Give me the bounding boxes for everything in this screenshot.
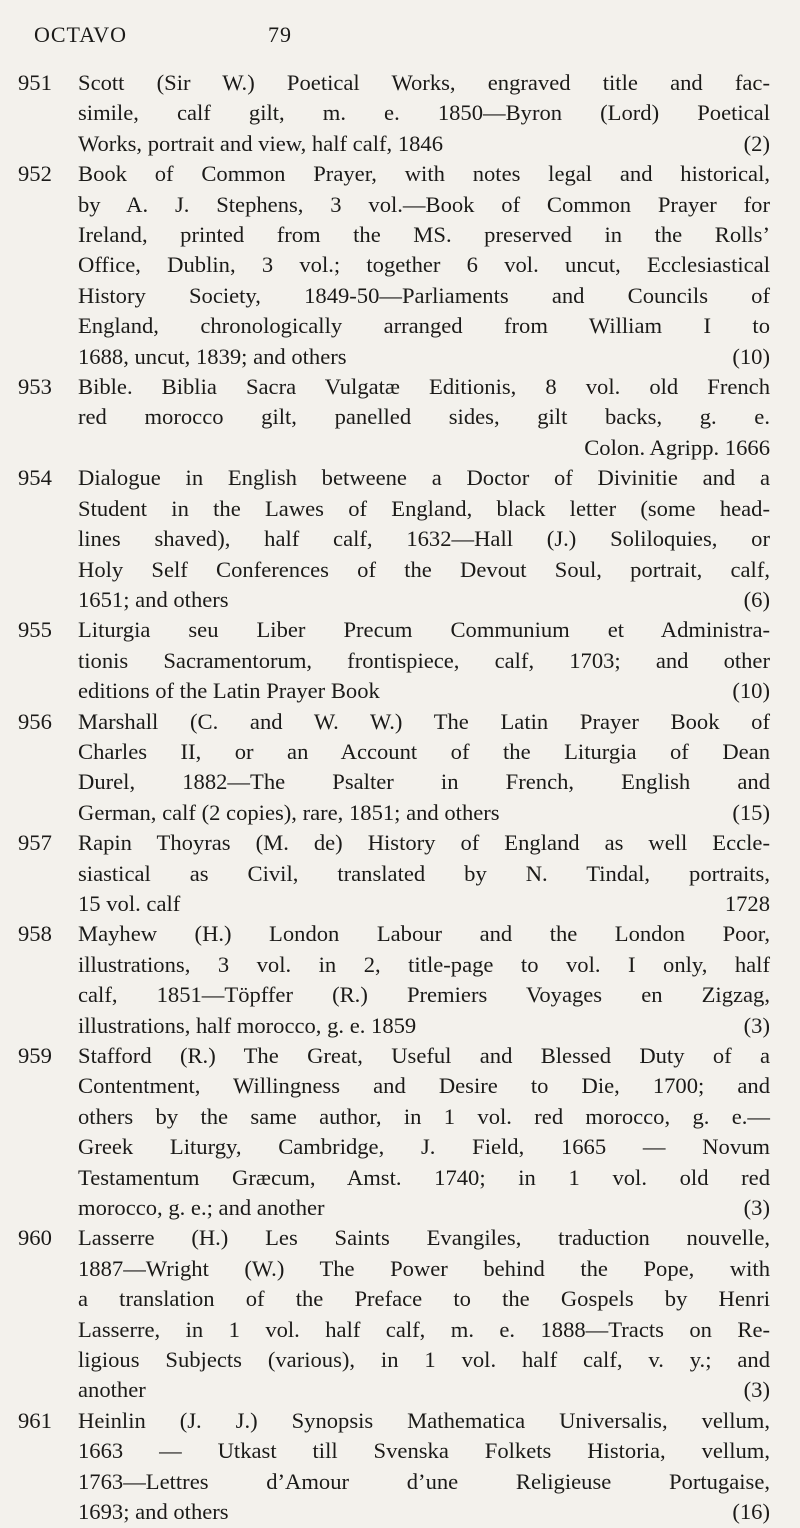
entry-text: 1693; and others	[78, 1499, 229, 1525]
entry-line	[78, 1315, 770, 1345]
catalogue-entries	[18, 68, 770, 1528]
entry-line	[78, 1041, 770, 1071]
entry-line	[78, 980, 770, 1010]
entry-line	[78, 646, 770, 676]
catalogue-entry	[18, 828, 770, 919]
entry-line	[78, 1375, 770, 1405]
lot-count: (3)	[743, 1195, 770, 1221]
lot-number: 957	[18, 830, 52, 856]
entry-line	[78, 342, 770, 372]
entry-line	[78, 1284, 770, 1314]
catalogue-entry	[18, 159, 770, 372]
entry-line	[78, 281, 770, 311]
entry-text: Contentment, Willingness and Desire to Die, 1700; and	[78, 1073, 770, 1099]
catalogue-entry	[18, 68, 770, 159]
entry-text: editions of the Latin Prayer Book	[78, 678, 380, 704]
catalogue-entry	[18, 615, 770, 706]
lot-count: (3)	[743, 1012, 770, 1038]
entry-text: Student in the Lawes of England, black letter (some head-	[78, 495, 770, 521]
entry-text: simile, calf gilt, m. e. 1850—Byron (Lord) Poetical	[78, 100, 770, 126]
entry-line	[78, 1497, 770, 1527]
entry-line	[78, 1406, 770, 1436]
entry-line	[78, 1163, 770, 1193]
entry-line	[78, 859, 770, 889]
entry-line	[78, 919, 770, 949]
entry-line	[78, 98, 770, 128]
lot-count: (2)	[743, 130, 770, 156]
running-head	[34, 22, 764, 52]
entry-line	[78, 1193, 770, 1223]
lot-count: 1728	[724, 890, 770, 916]
entry-line	[78, 585, 770, 615]
entry-line	[78, 494, 770, 524]
lot-number: 958	[18, 921, 52, 947]
entry-line	[78, 463, 770, 493]
entry-text: Testamentum Græcum, Amst. 1740; in 1 vol. old red	[78, 1164, 770, 1190]
lot-count: (6)	[743, 586, 770, 612]
entry-text: ligious Subjects (various), in 1 vol. half calf, v. y.; and	[78, 1347, 770, 1373]
entry-text: a translation of the Preface to the Gospels by Henri	[78, 1286, 770, 1312]
entry-text: Colon. Agripp. 1666	[584, 434, 770, 460]
lot-number: 961	[18, 1407, 52, 1433]
lot-number: 951	[18, 70, 52, 95]
lot-number: 960	[18, 1225, 52, 1251]
lot-count: (10)	[732, 343, 770, 369]
entry-line	[78, 68, 770, 98]
entry-text: lines shaved), half calf, 1632—Hall (J.) Soliloquies, or	[78, 526, 770, 552]
entry-line	[78, 615, 770, 645]
catalogue-entry	[18, 919, 770, 1041]
entry-line	[78, 190, 770, 220]
lot-number: 954	[18, 465, 52, 491]
entry-line	[78, 250, 770, 280]
entry-text: Heinlin (J. J.) Synopsis Mathematica Universalis, vellum,	[78, 1407, 770, 1433]
entry-line	[78, 555, 770, 585]
lot-count: (15)	[732, 799, 770, 825]
entry-text: Book of Common Prayer, with notes legal and historical,	[78, 161, 770, 187]
entry-line	[78, 402, 770, 432]
entry-line	[78, 1467, 770, 1497]
lot-count: (16)	[732, 1499, 770, 1525]
entry-text: Works, portrait and view, half calf, 1846	[78, 130, 444, 156]
lot-number: 955	[18, 617, 52, 643]
entry-text: Bible. Biblia Sacra Vulgatæ Editionis, 8 vol. old French	[78, 374, 770, 400]
entry-line	[78, 129, 770, 159]
entry-text: Mayhew (H.) London Labour and the London Poor,	[78, 921, 770, 947]
entry-text: another	[78, 1377, 146, 1403]
entry-text: Liturgia seu Liber Precum Communium et Administra-	[78, 617, 770, 643]
lot-number: 953	[18, 374, 52, 400]
entry-text: 1887—Wright (W.) The Power behind the Pope, with	[78, 1255, 770, 1281]
entry-text: tionis Sacramentorum, frontispiece, calf, 1703; and other	[78, 647, 770, 673]
catalogue-entry	[18, 1406, 770, 1528]
lot-number: 959	[18, 1043, 52, 1068]
lot-count: (10)	[732, 678, 770, 704]
section-title: OCTAVO	[34, 22, 128, 47]
catalogue-entry	[18, 372, 770, 463]
entry-text: Dialogue in English betweene a Doctor of Divinitie and a	[78, 465, 770, 491]
entry-text: 15 vol. calf	[78, 890, 181, 916]
entry-text: Office, Dublin, 3 vol.; together 6 vol. uncut, Ecclesiastical	[78, 252, 770, 278]
entry-text: Scott (Sir W.) Poetical Works, engraved title and fac-	[78, 70, 770, 95]
entry-text: morocco, g. e.; and another	[78, 1195, 325, 1221]
catalogue-entry	[18, 1041, 770, 1223]
entry-text: Ireland, printed from the MS. preserved in the Rolls’	[78, 222, 770, 248]
entry-text: 1651; and others	[78, 586, 229, 612]
page-number: 79	[268, 22, 292, 47]
lot-count: (3)	[743, 1377, 770, 1403]
entry-line	[78, 707, 770, 737]
entry-text: by A. J. Stephens, 3 vol.—Book of Common Prayer for	[78, 191, 770, 217]
entry-text: Holy Self Conferences of the Devout Soul, portrait, calf,	[78, 556, 770, 582]
entry-text: Greek Liturgy, Cambridge, J. Field, 1665 — Novum	[78, 1134, 770, 1160]
entry-line	[78, 311, 770, 341]
lot-number: 956	[18, 708, 52, 734]
catalogue-entry	[18, 1223, 770, 1405]
entry-text: siastical as Civil, translated by N. Tindal, portraits,	[78, 860, 770, 886]
entry-line	[78, 159, 770, 189]
lot-number: 952	[18, 161, 52, 187]
entry-line	[78, 1132, 770, 1162]
entry-line	[78, 798, 770, 828]
entry-text: Marshall (C. and W. W.) The Latin Prayer Book of	[78, 708, 770, 734]
entry-line	[78, 767, 770, 797]
entry-text: History Society, 1849-50—Parliaments and Councils of	[78, 282, 770, 308]
entry-text: 1663 — Utkast till Svenska Folkets Historia, vellum,	[78, 1438, 770, 1464]
entry-line	[78, 1436, 770, 1466]
entry-text: illustrations, 3 vol. in 2, title-page to vol. I only, half	[78, 951, 770, 977]
entry-text: England, chronologically arranged from William I to	[78, 313, 770, 339]
entry-text: Lasserre (H.) Les Saints Evangiles, traduction nouvelle,	[78, 1225, 770, 1251]
entry-text: 1763—Lettres d’Amour d’une Religieuse Portugaise,	[78, 1468, 770, 1494]
entry-text: Lasserre, in 1 vol. half calf, m. e. 1888—Tracts on Re-	[78, 1316, 770, 1342]
entry-line	[78, 1254, 770, 1284]
entry-line	[78, 433, 770, 463]
entry-text: calf, 1851—Töpffer (R.) Premiers Voyages en Zigzag,	[78, 982, 770, 1008]
catalogue-entry	[18, 707, 770, 829]
entry-line	[78, 372, 770, 402]
entry-line	[78, 737, 770, 767]
entry-text: 1688, uncut, 1839; and others	[78, 343, 347, 369]
entry-text: Stafford (R.) The Great, Useful and Blessed Duty of a	[78, 1043, 770, 1068]
entry-text: Durel, 1882—The Psalter in French, English and	[78, 769, 770, 795]
entry-line	[78, 1102, 770, 1132]
entry-line	[78, 1071, 770, 1101]
entry-line	[78, 1345, 770, 1375]
entry-text: Charles II, or an Account of the Liturgia of Dean	[78, 738, 770, 764]
entry-line	[78, 950, 770, 980]
entry-line	[78, 828, 770, 858]
entry-text: red morocco gilt, panelled sides, gilt backs, g. e.	[78, 404, 770, 430]
entry-line	[78, 524, 770, 554]
entry-text: others by the same author, in 1 vol. red morocco, g. e.—	[78, 1103, 770, 1129]
entry-text: German, calf (2 copies), rare, 1851; and others	[78, 799, 500, 825]
catalogue-entry	[18, 463, 770, 615]
entry-line	[78, 889, 770, 919]
entry-text: illustrations, half morocco, g. e. 1859	[78, 1012, 417, 1038]
entry-line	[78, 676, 770, 706]
entry-text: Rapin Thoyras (M. de) History of England as well Eccle-	[78, 830, 770, 856]
entry-line	[78, 220, 770, 250]
entry-line	[78, 1011, 770, 1041]
entry-line	[78, 1223, 770, 1253]
